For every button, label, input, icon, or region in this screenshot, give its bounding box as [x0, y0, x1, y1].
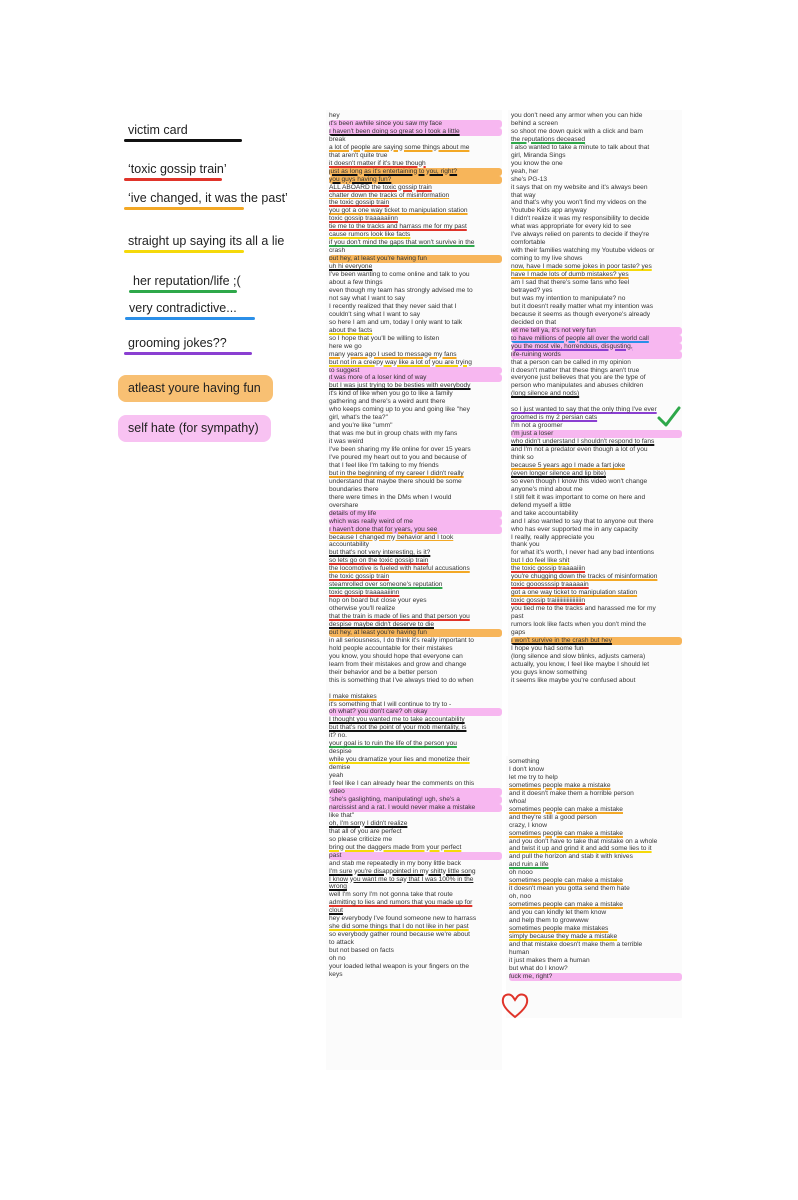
legend-underline-swatch — [124, 178, 222, 181]
lyric-line: that was me but in group chats with my fans — [329, 430, 458, 438]
legend-label: very contradictive... — [129, 301, 237, 315]
lyric-line: but not based on facts — [329, 947, 394, 955]
lyric-line: betrayed? yes — [511, 286, 553, 294]
lyric-line: I'm just a loser — [511, 430, 682, 438]
lyric-line: toxic gossip traiiiiiiiiiiiiiiiiiin — [511, 597, 586, 605]
lyric-line: I really, really appreciate you — [511, 533, 595, 541]
lyric-line: something — [509, 758, 540, 765]
legend-item — [124, 335, 231, 351]
lyric-line: sometimes people can make a mistake — [509, 901, 623, 909]
lyric-line: your goal is to ruin the life of the person you — [329, 740, 457, 748]
lyric-line: I hope you had some fun — [511, 644, 584, 652]
lyric-line: past — [511, 613, 524, 621]
lyric-line: and it doesn't make them a horrible person — [509, 789, 634, 797]
legend-item — [124, 233, 288, 249]
lyric-line: despise maybe didn't deserve to die — [329, 621, 434, 628]
legend-underline-swatch — [124, 250, 244, 253]
lyric-line: but in the beginning of my career I didn't really — [329, 469, 464, 477]
lyric-line: so lets go on the toxic gossip train — [329, 557, 429, 565]
lyric-line: everyone just believes that you are the type of — [511, 374, 646, 382]
heart-icon — [500, 990, 530, 1020]
lyric-line: oh what? you don't care? oh okay — [329, 708, 502, 716]
lyric-line: sometimes people make a mistake — [509, 781, 611, 789]
lyric-line: now, have I made some jokes in poor taste? yes — [511, 263, 652, 271]
lyric-line: but I was just trying to be besties with everybody — [329, 382, 471, 390]
lyric-line: the toxic gossip traaaaiiin — [511, 565, 586, 573]
lyric-line: but that's not the point of your mob mentality, is — [329, 724, 467, 732]
legend-underline-swatch — [125, 317, 255, 320]
lyrics-lines — [329, 112, 502, 979]
lyric-line: while you dramatize your lies and monetize their — [329, 756, 470, 764]
lyric-line: learn from their mistakes and grow and change — [329, 660, 467, 668]
lyric-line: admitting to lies and rumors that you made up for — [329, 899, 473, 907]
lyric-line: sometimes people make mistakes — [509, 925, 609, 933]
lyric-line: so everybody gather round because we're about — [329, 931, 470, 939]
lyric-line: keys — [329, 970, 343, 978]
lyric-line: oh no — [329, 955, 346, 963]
lyric-line: steamrolled over someone's reputation — [329, 581, 443, 589]
lyric-line: hold people accountable for their mistakes — [329, 644, 453, 652]
lyric-line: she's PG-13 — [511, 175, 548, 183]
lyric-line: and you're like "umm" — [329, 422, 393, 430]
lyric-line: because I changed my behavior and I took — [329, 533, 454, 541]
lyric-line: sometimes people can make a mistake — [509, 829, 623, 837]
lyric-line: it doesn't mean you gotta send them hate — [509, 885, 630, 893]
lyric-line: gathering and there's a weird aunt there — [329, 398, 446, 406]
lyric-line: who keeps coming up to you and going like "hey — [329, 406, 470, 414]
lyric-line: there were times in the DMs when I would — [329, 493, 452, 501]
lyric-line: person who manipulates and abuses children — [511, 382, 644, 390]
lyric-line: whoa! — [509, 797, 527, 805]
lyric-line: who has ever supported me in any capacity — [511, 525, 638, 533]
lyric-line: you guys know something — [511, 668, 587, 676]
lyric-line: overshare — [329, 501, 359, 509]
lyric-line: so I hope that you'll be willing to listen — [329, 334, 440, 342]
lyric-line: but not in a creepy way like a lot of you are trying — [329, 358, 472, 366]
lyric-line: and help them to growwww — [509, 917, 589, 925]
lyric-line: I've been sharing my life online for over 15 years — [329, 446, 471, 454]
lyric-line: I still felt it was important to come on here and — [511, 493, 646, 501]
lyric-line: that aren't quite true — [329, 151, 388, 159]
lyrics-column-1 — [326, 110, 502, 1070]
lyric-line: but I do feel like shit — [511, 557, 570, 565]
legend-label: straight up saying its all a lie — [128, 234, 285, 248]
lyric-line: I haven't done that for years, you see — [329, 526, 502, 534]
lyric-line: it just makes them a human — [509, 956, 590, 964]
lyric-line: have I made lots of dumb mistakes? yes — [511, 271, 629, 279]
lyric-line: that the train is made of lies and that person you — [329, 613, 470, 621]
lyric-line: otherwise you'll realize — [329, 605, 396, 613]
lyric-line: your loaded lethal weapon is your fingers on the — [329, 962, 470, 970]
lyric-line: hop on board but close your eyes — [329, 597, 427, 605]
lyric-line: chatter down the tracks of misinformation — [329, 191, 450, 199]
lyric-line: that a person can be called in my opinion — [511, 358, 631, 366]
legend-underline-swatch — [129, 290, 237, 293]
lyric-line: but hey, at least you're having fun — [329, 629, 502, 637]
legend-item — [124, 190, 292, 206]
lyric-line: couldn't sing what I want to say — [329, 310, 421, 318]
lyric-line: break — [329, 135, 346, 143]
lyric-line: and you don't have to take that mistake on a whole — [509, 837, 658, 845]
lyric-line: let me tell ya, it's not very fun — [511, 327, 682, 335]
lyric-line: the toxic gossip train — [329, 199, 390, 207]
lyric-line: it doesn't matter if it's true though — [329, 159, 426, 167]
lyric-line: well I'm sorry I'm not gonna take that route — [329, 891, 453, 899]
lyric-line: decided on that — [511, 318, 557, 326]
lyric-line: ALL ABOARD the toxic gossip train — [329, 183, 432, 191]
lyric-line: actually, you know, I feel like maybe I should let — [511, 660, 650, 668]
lyric-line: what was appropriate for every kid to see — [511, 223, 632, 231]
checkmark-icon — [656, 404, 682, 430]
lyric-line: and take accountability — [511, 509, 579, 517]
lyric-line: comfortable — [511, 239, 546, 247]
lyric-line: because it seems as though everyone's already — [511, 310, 651, 318]
legend-item — [124, 420, 263, 436]
lyric-line: and you can kindly let them know — [509, 909, 607, 917]
lyric-line: the reputations deceased — [511, 135, 586, 143]
lyric-line: coming to my live shows — [511, 255, 583, 263]
lyric-line: it says that on my website and it's always been — [511, 183, 648, 191]
legend — [0, 0, 300, 1200]
lyric-line: gaps — [511, 628, 526, 636]
lyric-line: think so — [511, 453, 534, 461]
lyric-line: and stab me repeatedly in my bony little back — [329, 859, 461, 867]
lyric-line: tie me to the tracks and harrass me for my past — [329, 223, 467, 231]
lyric-line: (even longer silence and lip bite) — [511, 469, 606, 477]
legend-label: ‘ive changed, it was the past’ — [128, 191, 288, 205]
lyric-line: fuck me, right? — [509, 973, 682, 981]
lyric-line: and twist it up and grind it and add some lies to it — [509, 845, 652, 853]
lyric-line: it's been awhile since you saw my face — [329, 120, 502, 128]
lyric-line: so please criticize me — [329, 835, 393, 843]
lyric-line: cause rumors look like facts — [329, 231, 411, 239]
lyric-line: I didn't realize it was my responsibility to decide — [511, 215, 650, 223]
lyric-line: am I sad that there's some fans who feel — [511, 279, 630, 287]
legend-item — [124, 380, 265, 396]
lyric-line: you tied me to the tracks and harassed me for my — [511, 605, 656, 613]
lyric-line: with their families watching my Youtube videos or — [511, 247, 655, 255]
lyric-line: who didn't understand I shouldn't respond to fans — [511, 438, 655, 446]
lyric-line: oh, I'm sorry I didn't realize — [329, 819, 408, 827]
lyric-line: life-ruining words — [511, 351, 682, 359]
legend-label: atleast youre having fun — [128, 381, 261, 395]
lyric-line: because 5 years ago I made a fart joke — [511, 461, 625, 469]
lyric-line: clout — [329, 907, 343, 915]
lyric-line: toxic gooossssip traaaaain — [511, 581, 589, 589]
lyric-line: you don't need any armor when you can hide — [511, 112, 643, 119]
lyric-line: a lot of people are saying some things about me — [329, 143, 470, 151]
lyric-line: to attack — [329, 939, 354, 947]
legend-label: ‘toxic gossip train’ — [128, 162, 227, 176]
lyric-line: that I feel like I'm talking to my friends — [329, 461, 439, 469]
lyric-line: hey everybody I've found someone new to harrass — [329, 915, 477, 923]
legend-item — [129, 273, 245, 289]
lyric-line: and that's why you won't find my videos on the — [511, 199, 647, 207]
lyric-line: I've been wanting to come online and talk to you — [329, 271, 470, 279]
lyric-line: so I just wanted to say that the only thing I've ever — [511, 406, 657, 414]
lyric-line: thank you — [511, 541, 540, 549]
lyric-line: yeah, her — [511, 167, 539, 175]
lyric-line: if you don't mind the gaps that won't survive in the — [329, 239, 475, 247]
lyric-line: just as long as it's entertaining to you, right? — [329, 168, 502, 176]
lyric-line: you're chugging down the tracks of misinformation — [511, 573, 658, 581]
lyric-line: many years ago I used to message my fans — [329, 350, 457, 358]
lyric-line: I feel like I can already hear the comments on this — [329, 780, 475, 788]
lyric-line: anyone's mind about me — [511, 485, 583, 493]
lyric-line: in all seriousness, I do think it's really important to — [329, 636, 474, 644]
lyric-line: I'm sure you're disappointed in my shitty little song — [329, 867, 476, 875]
lyric-line: I don't know — [509, 765, 544, 773]
legend-label: self hate (for sympathy) — [128, 421, 259, 435]
lyric-line: hey — [329, 112, 340, 119]
lyric-line: crazy, I know — [509, 821, 547, 829]
lyric-line: toxic gossip traaaaaiiinn — [329, 589, 400, 597]
lyric-line: girl, Miranda Sings — [511, 151, 566, 159]
lyric-line: I haven't been doing so great so I took a little — [329, 128, 502, 136]
lyric-line: I know you want me to say that I was 100% in the — [329, 875, 474, 883]
lyric-line: boundaries there — [329, 485, 379, 493]
lyric-line: groomed is my 2 persian cats — [511, 414, 598, 422]
lyric-line: details of my life — [329, 510, 502, 518]
lyric-line: like that" — [329, 811, 355, 819]
lyric-line: understand that maybe there should be some — [329, 477, 462, 485]
lyric-line: past — [329, 852, 502, 860]
lyric-line: it was more of a loser kind of way — [329, 374, 502, 382]
lyric-line: yeah — [329, 772, 344, 780]
lyric-line: I'm not a groomer — [511, 422, 563, 430]
legend-underline-swatch — [124, 139, 242, 142]
lyric-line: I've poured my heart out to you and because of — [329, 453, 467, 461]
lyric-line: girl, what's the tea?" — [329, 414, 388, 422]
lyric-line: simply because they made a mistake — [509, 932, 618, 940]
legend-underline-swatch — [124, 352, 252, 355]
lyric-line: you know, you should hope that everyone can — [329, 652, 463, 660]
lyric-line: which was really weird of me — [329, 518, 502, 526]
legend-underline-swatch — [124, 207, 244, 210]
lyric-line: accountability — [329, 541, 369, 549]
lyric-line: (long silence and nods) — [511, 390, 580, 398]
lyrics-column-2 — [508, 110, 682, 758]
lyric-line: behind a screen — [511, 119, 558, 127]
lyric-line: you know the one — [511, 159, 563, 167]
lyric-line: sometimes people can make a mistake — [509, 805, 623, 813]
lyric-line: about a few things — [329, 279, 383, 287]
lyric-line: their behavior and be a better person — [329, 668, 438, 676]
lyric-line — [329, 685, 502, 693]
lyric-line: but what do I know? — [509, 964, 568, 972]
lyric-line: and I'm not a predator even though a lot of you — [511, 446, 648, 454]
lyric-line: human — [509, 948, 530, 956]
lyric-line: "she's gaslighting, manipulating! ugh, she's a — [329, 796, 502, 804]
lyric-line: uh hi everyone — [329, 263, 373, 271]
lyric-line: not say what I want to say — [329, 294, 405, 302]
lyric-line: you the most vile, horrendous, disgusting, — [511, 343, 682, 351]
lyric-line: wrong — [329, 883, 347, 891]
legend-item — [125, 300, 241, 316]
lyric-line: it doesn't matter that these things aren't true — [511, 366, 640, 374]
lyric-line: oh nooo — [509, 869, 533, 877]
lyric-line: that all of you are perfect — [329, 827, 402, 835]
lyric-line: it's kind of like when you go to like a family — [329, 390, 453, 398]
lyrics-lines — [511, 112, 682, 685]
lyric-line: oh, noo — [509, 893, 531, 901]
lyric-line: that way — [511, 191, 536, 199]
lyric-line: this is something that I've always tried to do when — [329, 676, 474, 684]
lyric-line: toxic gossip traaaaaiinn — [329, 215, 398, 223]
lyric-line: even though my team has strongly advised me to — [329, 286, 473, 294]
lyric-line: and I also wanted to say that to anyone out there — [511, 517, 654, 525]
lyric-line: sometimes people can make a mistake — [509, 877, 623, 885]
lyric-line: but it doesn't really matter what my intention was — [511, 302, 653, 310]
lyric-line: she did some things that I do not like in her past — [329, 923, 469, 931]
lyric-line: Youtube Kids app anyway — [511, 207, 587, 215]
lyric-line: but that's not very interesting, is it? — [329, 549, 431, 557]
lyric-line: but hey, at least you're having fun — [329, 255, 502, 263]
lyric-line: so even though I know this video won't change — [511, 477, 648, 485]
lyric-line: demise — [329, 764, 351, 772]
lyrics-lines — [509, 758, 682, 981]
lyric-line: let me try to help — [509, 773, 558, 781]
lyric-line: defend myself a little — [511, 501, 572, 509]
lyric-line: (long silence and slow blinks, adjusts camera) — [511, 652, 646, 660]
lyric-line: to suggest — [329, 367, 502, 375]
lyric-line: despise — [329, 748, 352, 756]
lyric-line: and that mistake doesn't make them a terrible — [509, 940, 643, 948]
lyric-line: and pull the horizon and stab it with knives — [509, 853, 633, 861]
lyric-line: and they're still a good person — [509, 813, 597, 821]
lyric-line: and ruin a life — [509, 861, 549, 869]
legend-label: her reputation/life ;( — [133, 274, 241, 288]
lyric-line: the locomotive is fueled with hateful accusations — [329, 565, 470, 573]
legend-item — [124, 122, 192, 138]
lyric-line: but was my intention to manipulate? no — [511, 294, 626, 302]
lyric-line: you got a one way ticket to manipulation station — [329, 207, 468, 215]
lyric-line: I thought you wanted me to take accountability — [329, 716, 465, 724]
lyric-line: it seems like maybe you're confused about — [511, 676, 636, 684]
lyric-line: to have millions of people all over the world call — [511, 335, 682, 343]
lyric-line: so here I am and um, today I only want to talk — [329, 318, 463, 326]
legend-label: victim card — [128, 123, 188, 137]
lyric-line: I won't survive in the crash but hey — [511, 637, 682, 645]
lyric-line: I recently realized that they never said that I — [329, 302, 457, 310]
lyric-line: it's something that I will continue to try to - — [329, 700, 452, 708]
lyric-line: bring out the daggers made from your perfect — [329, 843, 462, 851]
lyric-line: here we go — [329, 342, 362, 350]
lyric-line: narcissist and a rat. I would never make a mistake — [329, 804, 502, 812]
lyric-line: rumors look like facts when you don't mind the — [511, 621, 647, 628]
lyric-line: about the facts — [329, 326, 373, 334]
lyric-line: I've always relied on parents to decide if they're — [511, 231, 650, 239]
lyric-line: crash — [329, 247, 346, 255]
lyric-line: you guys having fun? — [329, 176, 502, 184]
lyric-line: so shoot me down quick with a click and bam — [511, 127, 643, 135]
lyrics-column-3 — [506, 756, 682, 1018]
legend-label: grooming jokes?? — [128, 336, 227, 350]
lyric-line: it? no. — [329, 732, 347, 740]
lyric-line: the toxic gossip train — [329, 573, 390, 581]
lyric-line: I make mistakes — [329, 692, 377, 700]
lyric-line: video — [329, 788, 502, 796]
legend-item — [124, 161, 231, 177]
lyric-line: for what it's worth, I never had any bad intentions — [511, 549, 655, 557]
lyric-line: I also wanted to take a minute to talk about that — [511, 143, 650, 151]
lyric-line: it was weird — [329, 438, 364, 446]
lyric-line: got a one way ticket to manipulation station — [511, 589, 638, 597]
